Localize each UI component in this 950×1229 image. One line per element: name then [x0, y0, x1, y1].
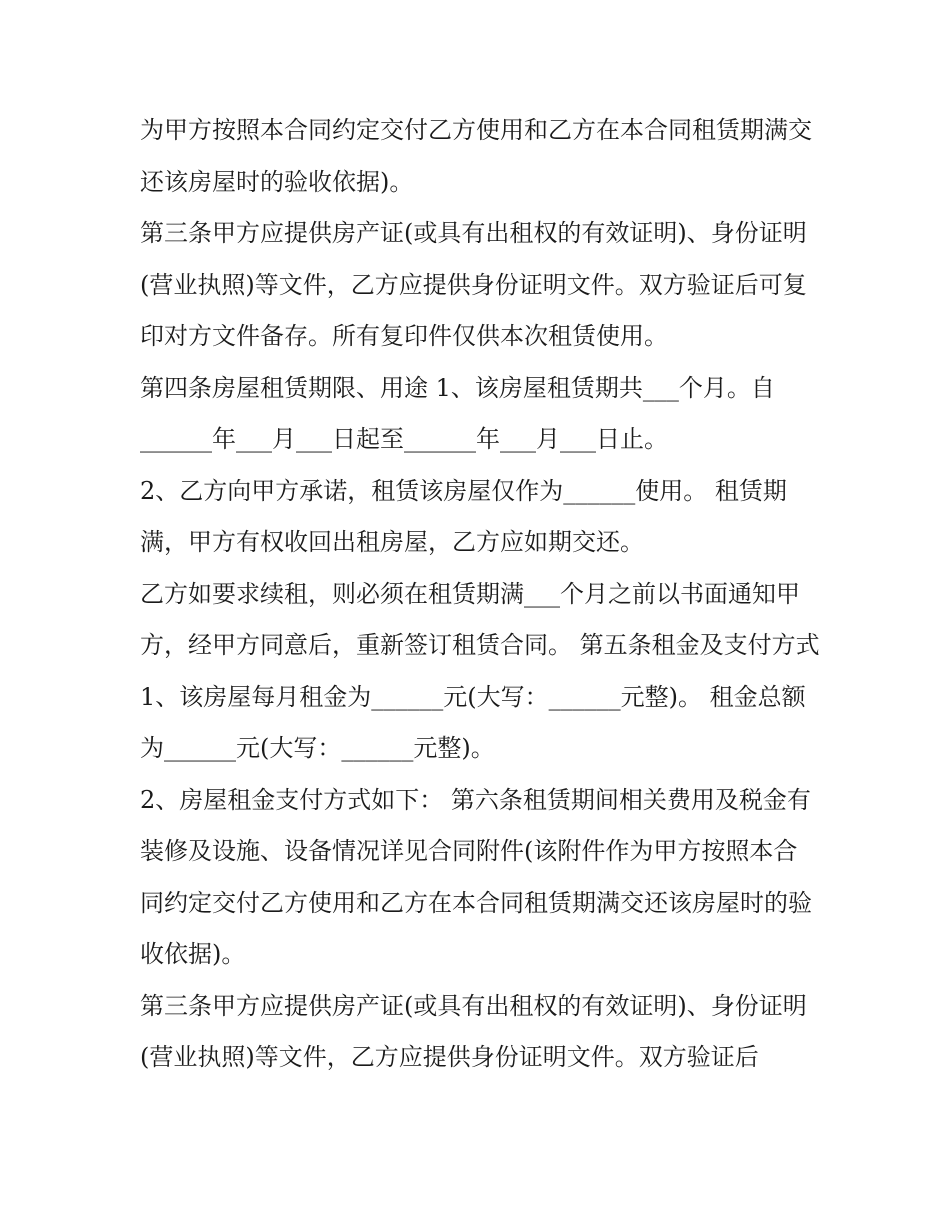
contract-text: [140, 105, 820, 1084]
paragraph-article-4-term: 第四条房屋租赁期限、用途 1、该房屋租赁期共___个月。自______年___月___日起至______年___月___日止。: [140, 373, 775, 453]
paragraph-article-4-usage: 2、乙方向甲方承诺，租赁该房屋仅作为______使用。 租赁期满，甲方有权收回出租房屋，乙方应如期交还。: [140, 476, 787, 556]
paragraph-acceptance-basis: 为甲方按照本合同约定交付乙方使用和乙方在本合同租赁期满交还该房屋时的验收依据)。: [140, 116, 812, 196]
paragraph-article-3-repeat: 第三条甲方应提供房产证(或具有出租权的有效证明)、身份证明(营业执照)等文件，乙方应提供身份证明文件。双方验证后: [140, 991, 807, 1071]
paragraph-renewal-article-5: 乙方如要求续租，则必须在租赁期满___个月之前以书面通知甲方，经甲方同意后，重新签订租赁合同。 第五条租金及支付方式: [140, 579, 820, 659]
paragraph-payment-article-6: 2、房屋租金支付方式如下： 第六条租赁期间相关费用及税金有装修及设施、设备情况详见合同附件(该附件作为甲方按照本合同约定交付乙方使用和乙方在本合同租赁期满交还该房屋时的验收依据)。: [140, 785, 812, 968]
paragraph-rent-amount: 1、该房屋每月租金为______元(大写：______元整)。 租金总额为______元(大写：______元整)。: [140, 682, 806, 762]
paragraph-article-3: 第三条甲方应提供房产证(或具有出租权的有效证明)、身份证明(营业执照)等文件，乙方应提供身份证明文件。双方验证后可复印对方文件备存。所有复印件仅供本次租赁使用。: [140, 219, 807, 350]
